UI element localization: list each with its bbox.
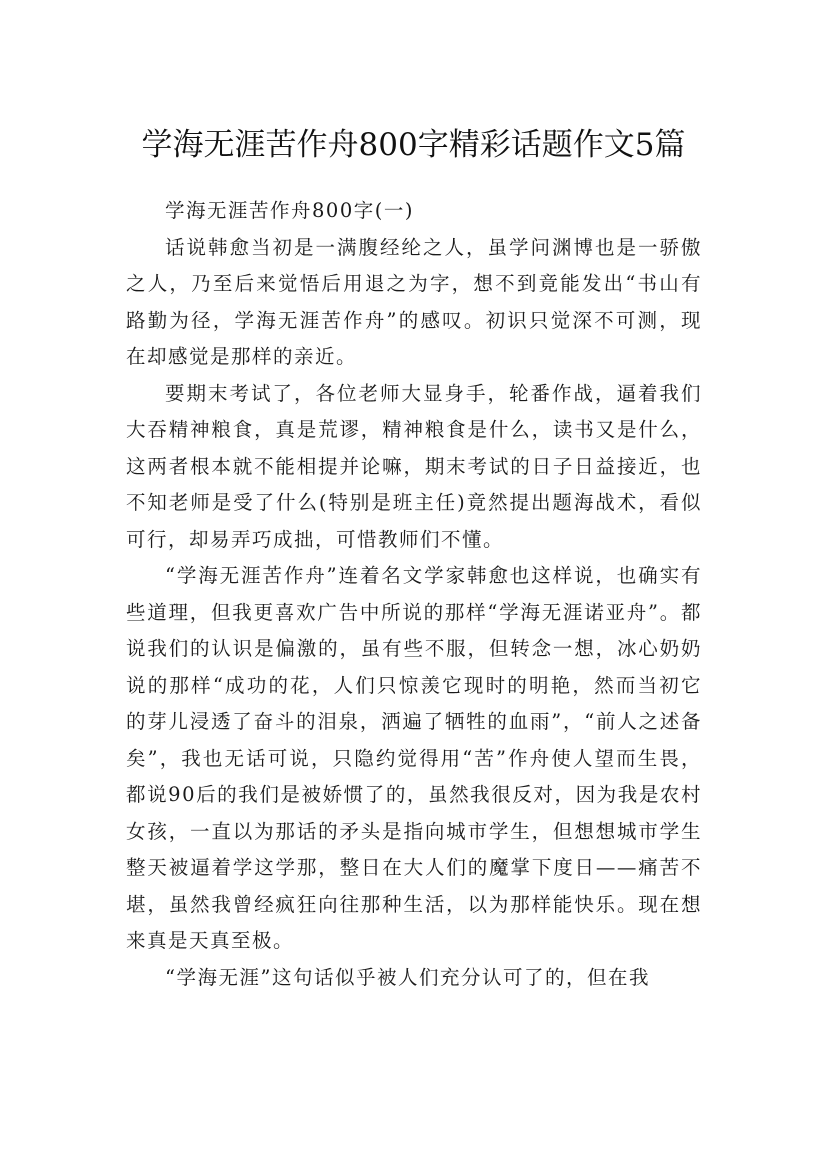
- paragraph: 话说韩愈当初是一满腹经纶之人，虽学问渊博也是一骄傲之人，乃至后来觉悟后用退之为字，想不到竟能发出“书山有路勤为径，学海无涯苦作舟”的感叹。初识只觉深不可测，现在却感觉是那样的亲近。: [126, 235, 702, 368]
- paragraph: “学海无涯苦作舟”连着名文学家韩愈也这样说，也确实有些道理，但我更喜欢广告中所说的那样“学海无涯诺亚舟”。都说我们的认识是偏激的，虽有些不服，但转念一想，冰心奶奶说的那样“成功的花，人们只惊羡它现时的明艳，然而当初它的芽儿浸透了奋斗的泪泉，洒遍了牺牲的血雨”，“前人之述备矣”，我也无话可说，只隐约觉得用“苦”作舟使人望而生畏，都说90后的我们是被娇惯了的，虽然我很反对，因为我是农村女孩，一直以为那话的矛头是指向城市学生，但想想城市学生整天被逼着学这学那，整日在大人们的魔掌下度日——痛苦不堪，虽然我曾经疯狂向往那种生活，以为那样能快乐。现在想来真是天真至极。: [126, 564, 702, 952]
- document-body: [126, 193, 702, 996]
- document-title: 学海无涯苦作舟800字精彩话题作文5篇: [141, 126, 686, 163]
- paragraph: 要期末考试了，各位老师大显身手，轮番作战，逼着我们大吞精神粮食，真是荒谬，精神粮食是什么，读书又是什么，这两者根本就不能相提并论嘛，期末考试的日子日益接近，也不知老师是受了什么(特别是班主任)竟然提出题海战术，看似可行，却易弄巧成拙，可惜教师们不懂。: [126, 381, 702, 551]
- section-subtitle: 学海无涯苦作舟800字(一): [165, 199, 414, 222]
- paragraph: “学海无涯”这句话似乎被人们充分认可了的，但在我: [165, 965, 650, 989]
